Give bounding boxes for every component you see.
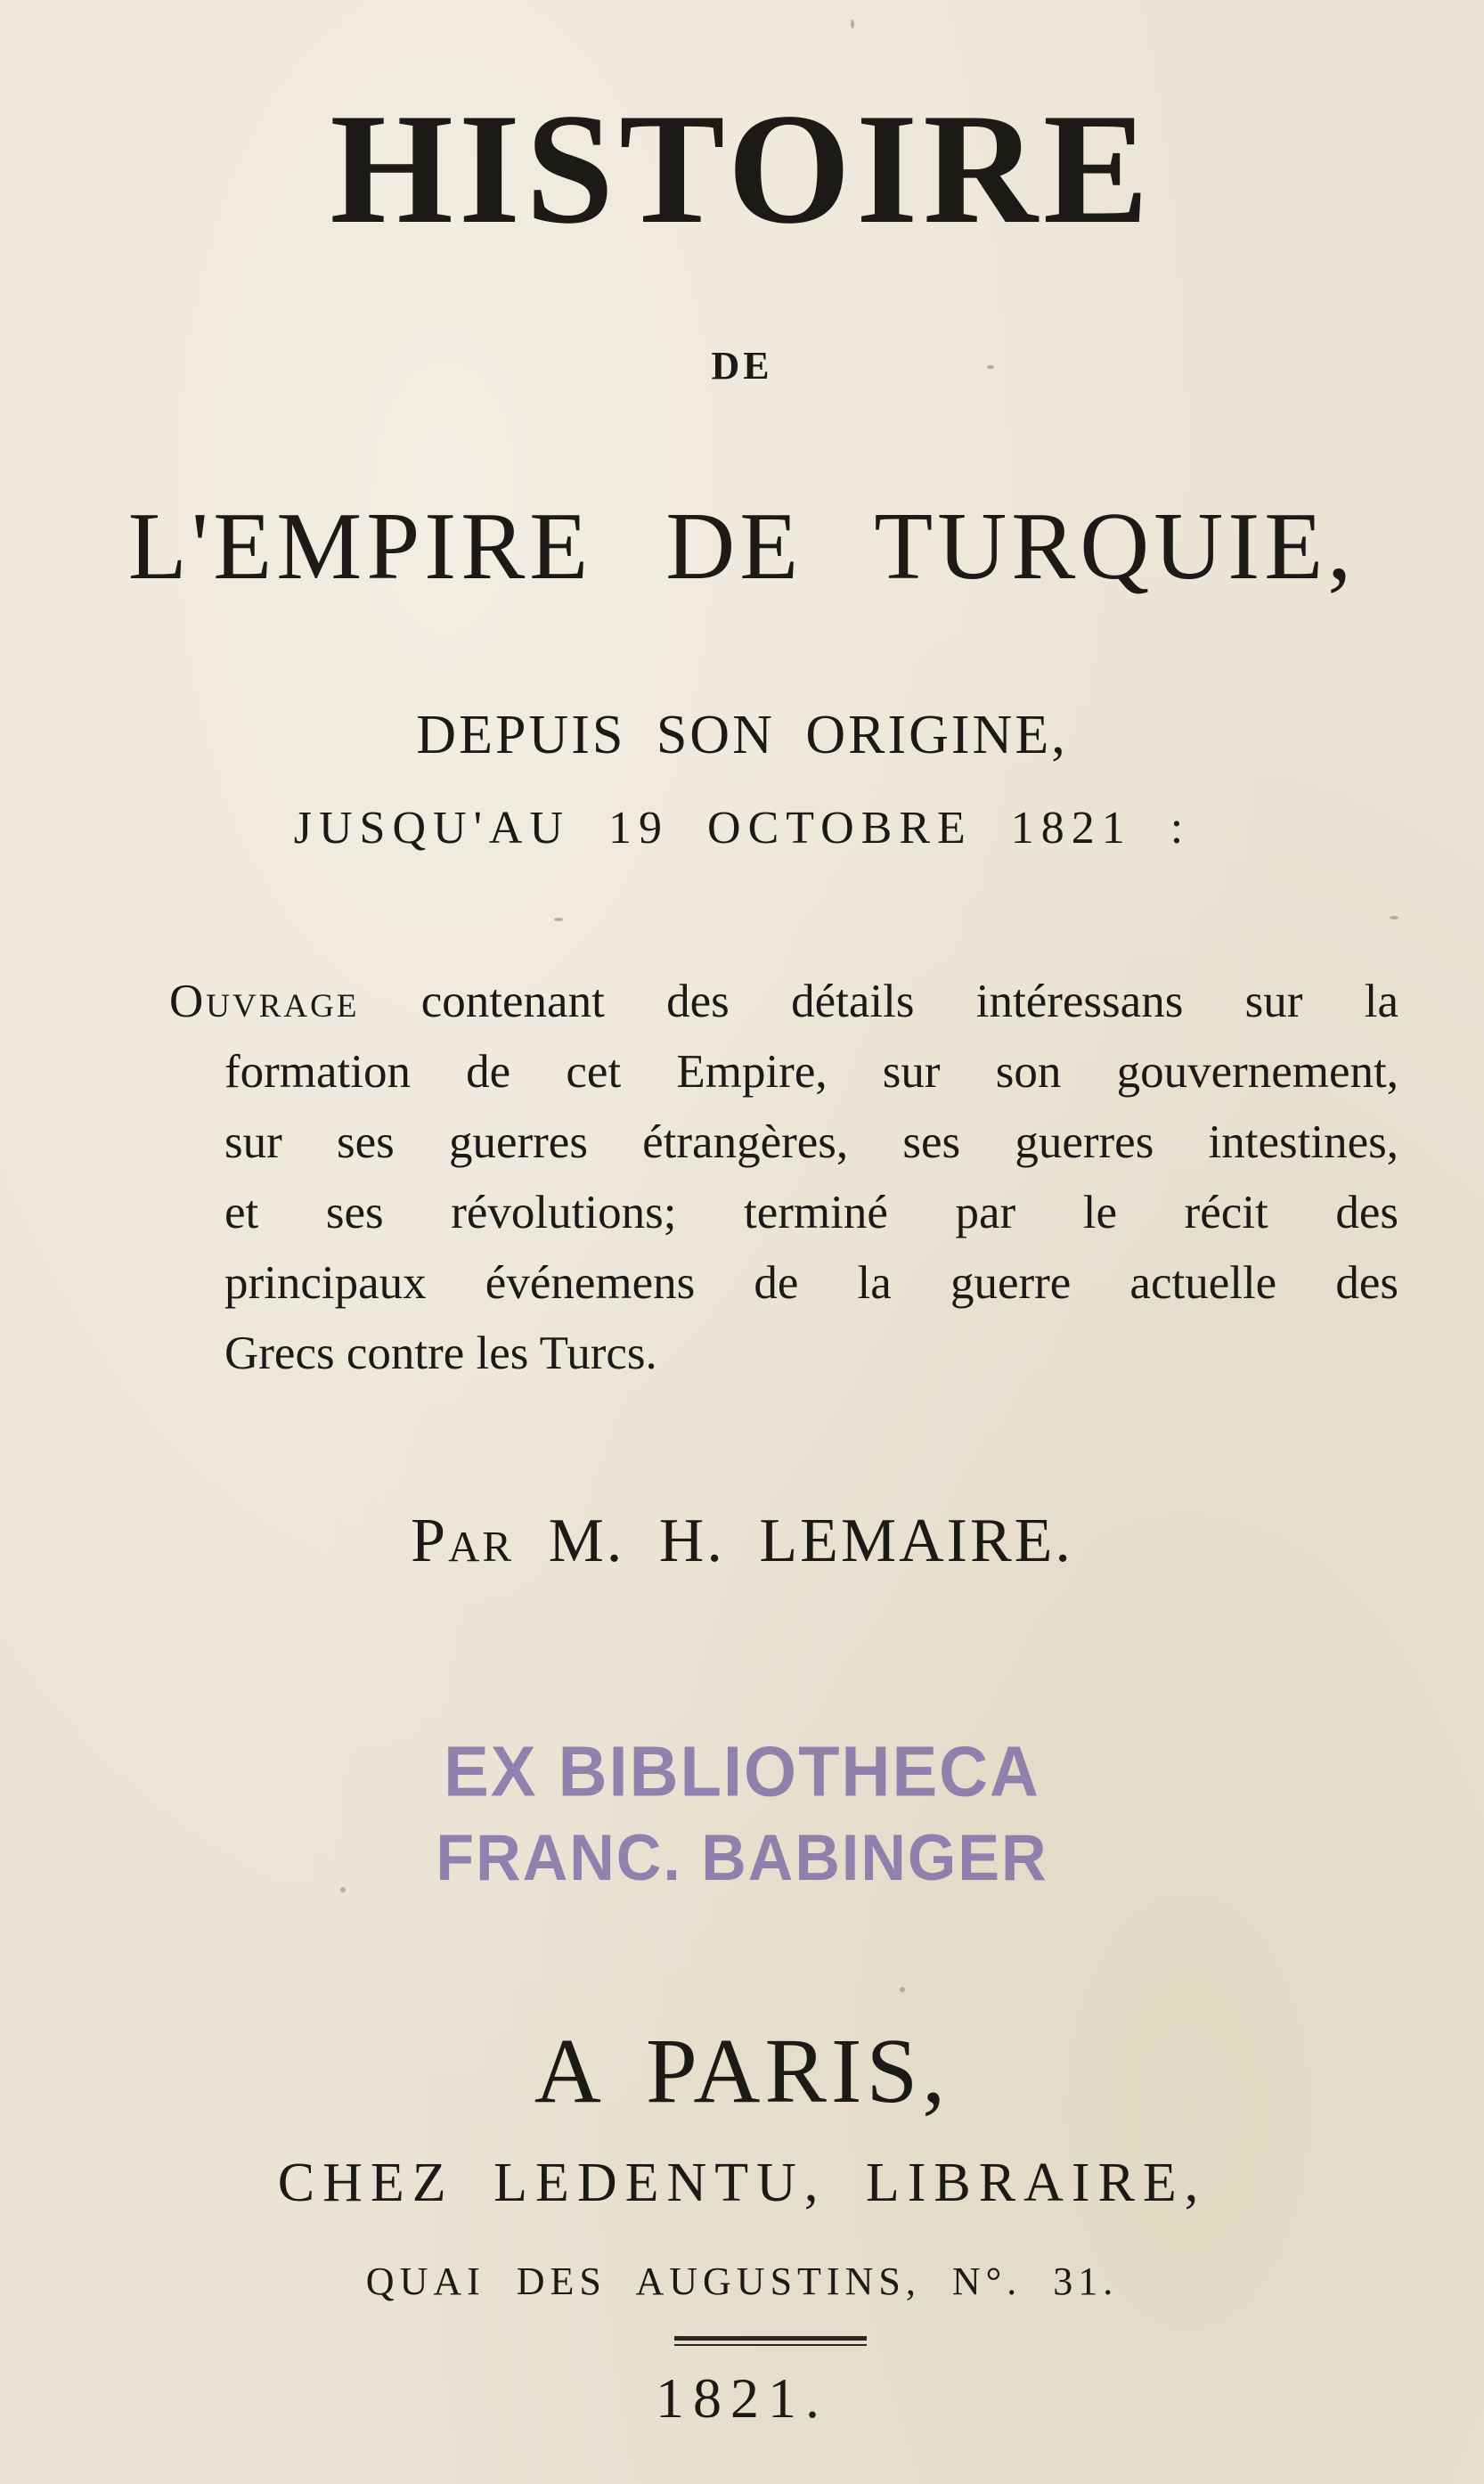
imprint-city: A PARIS, bbox=[534, 2020, 950, 2122]
imprint-rule-thin bbox=[674, 2344, 867, 2346]
book-title: HISTOIRE bbox=[330, 80, 1154, 257]
paper-speck bbox=[851, 20, 854, 29]
paper-speck bbox=[1390, 916, 1398, 919]
description-line bbox=[169, 967, 1398, 1037]
paper-speck bbox=[340, 1887, 346, 1892]
description-lead: Ouvrage bbox=[169, 976, 360, 1027]
description-line: formation de cet Empire, sur son gouvernement, bbox=[224, 1046, 1398, 1098]
author-name: M. H. LEMAIRE. bbox=[548, 1507, 1073, 1575]
paper-speck bbox=[900, 1987, 905, 1992]
paper-speck bbox=[987, 365, 994, 369]
subtitle-line-1: DEPUIS SON ORIGINE, bbox=[416, 705, 1068, 765]
description-line: principaux événemens de la guerre actuelle des bbox=[224, 1257, 1398, 1309]
paper-speck bbox=[554, 918, 563, 921]
description-line: sur ses guerres étrangères, ses guerres intestines, bbox=[224, 1116, 1398, 1168]
library-stamp-line-1: EX BIBLIOTHECA bbox=[444, 1731, 1040, 1812]
description-line-1-text: contenant des détails intéressans sur la bbox=[420, 976, 1398, 1027]
book-subject: L'EMPIRE DE TURQUIE, bbox=[127, 494, 1357, 600]
library-stamp-line-2: FRANC. BABINGER bbox=[436, 1821, 1048, 1894]
imprint-year: 1821. bbox=[656, 2366, 828, 2430]
title-connector: DE bbox=[711, 344, 773, 388]
work-description bbox=[169, 967, 1398, 1389]
description-line: et ses révolutions; terminé par le récit des bbox=[224, 1187, 1398, 1238]
imprint-publisher: CHEZ LEDENTU, LIBRAIRE, bbox=[277, 2153, 1207, 2213]
imprint-rule bbox=[674, 2336, 867, 2341]
author-prefix: Par bbox=[411, 1507, 515, 1575]
description-line: Grecs contre les Turcs. bbox=[224, 1328, 657, 1379]
imprint-address: QUAI DES AUGUSTINS, N°. 31. bbox=[365, 2259, 1119, 2303]
subtitle-line-2: JUSQU'AU 19 OCTOBRE 1821 : bbox=[293, 803, 1191, 854]
author-line bbox=[0, 1506, 1484, 1577]
